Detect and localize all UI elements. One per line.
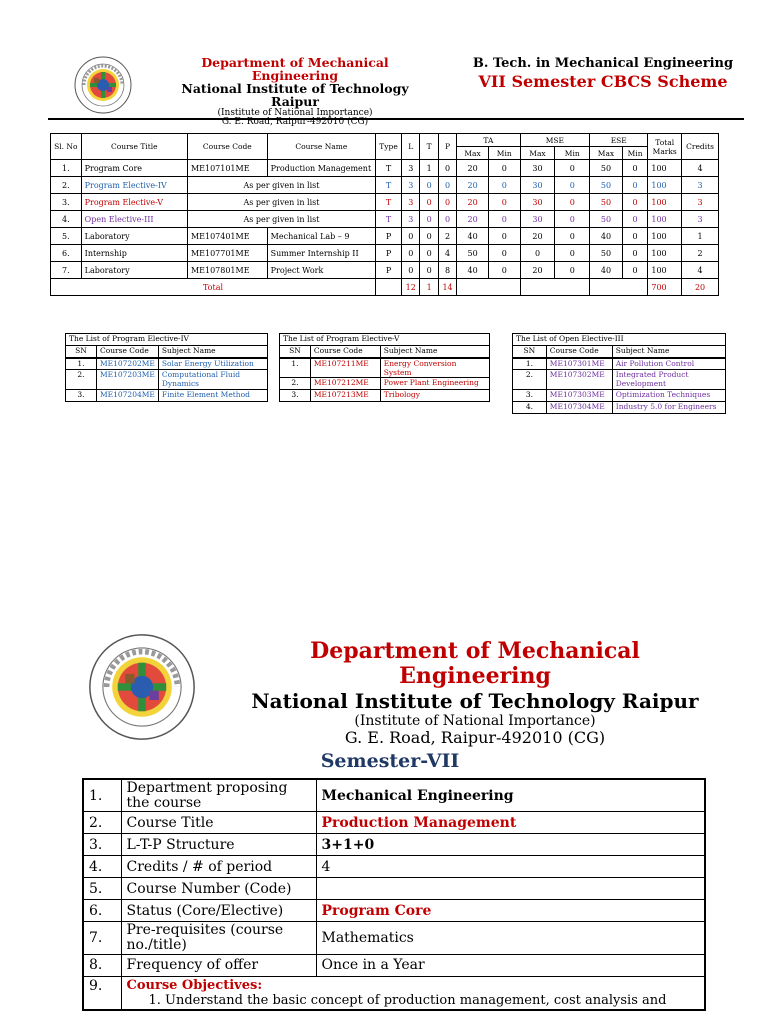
page2-header-institute: [240, 639, 710, 747]
course-detail-table: [82, 778, 706, 1011]
cell-code: ME107801ME: [187, 262, 267, 279]
cell-mse-max: 30: [520, 194, 555, 211]
oe3-code: ME107301ME: [546, 358, 612, 370]
table-row: [83, 856, 705, 878]
row-value: Once in a Year: [316, 954, 705, 976]
course-objectives-label: Course Objectives:: [126, 977, 263, 993]
cell-total: 100: [648, 194, 682, 211]
col-t: T: [420, 134, 438, 160]
list-item: [66, 389, 268, 401]
row-label: Course Title: [121, 812, 316, 834]
scheme-page: [0, 0, 768, 440]
cell-t: 0: [420, 211, 438, 228]
row-value: [316, 878, 705, 900]
pe4-h-code: Course Code: [96, 346, 158, 358]
pe4-name: Finite Element Method: [158, 389, 267, 401]
pe5-h-name: Subject Name: [380, 346, 489, 358]
pe5-sn: 1.: [280, 358, 311, 378]
dept-name: Department of Mechanical Engineering: [201, 55, 389, 84]
oe3-h-code: Course Code: [546, 346, 612, 358]
cell-t: 0: [420, 194, 438, 211]
table-row: [51, 228, 719, 245]
pe4-h-sn: SN: [66, 346, 97, 358]
list-item: [513, 370, 726, 390]
table-row: [51, 245, 719, 262]
cell-sl: 1.: [51, 160, 82, 177]
pe4-h-name: Subject Name: [158, 346, 267, 358]
list-item: [66, 370, 268, 390]
cell-credits: 3: [682, 177, 719, 194]
table-row: [83, 900, 705, 922]
row-label: Frequency of offer: [121, 954, 316, 976]
pe5-sn: 3.: [280, 390, 311, 402]
cell-credits: 3: [682, 211, 719, 228]
cell-ese-min: 0: [622, 262, 648, 279]
cell-ese-max: 40: [590, 228, 623, 245]
cell-p: 8: [438, 262, 456, 279]
total-mse-blank: [520, 279, 590, 296]
cell-total: 100: [648, 211, 682, 228]
col-ese-max: Max: [590, 147, 623, 160]
cell-ta-max: 40: [457, 262, 489, 279]
header-divider: [48, 118, 744, 120]
cell-ta-max: 40: [457, 228, 489, 245]
list-item: [513, 358, 726, 370]
row-num: 2.: [83, 812, 121, 834]
cell-title: Laboratory: [81, 262, 187, 279]
col-ta: TA: [457, 134, 520, 147]
col-course-code: Course Code: [187, 134, 267, 160]
semester-scheme-title: VII Semester CBCS Scheme: [478, 71, 728, 91]
program-elective-iv-list: [65, 333, 268, 402]
list-item: [66, 358, 268, 370]
nit-raipur-logo: [74, 56, 132, 114]
cell-t: 0: [420, 262, 438, 279]
row-value: Production Management: [316, 812, 705, 834]
cell-title: Laboratory: [81, 228, 187, 245]
cell-type: T: [376, 194, 402, 211]
cell-ese-min: 0: [622, 194, 648, 211]
logo-emblem-icon: [74, 56, 132, 114]
pe4-code: ME107203ME: [96, 370, 158, 390]
cell-p: 2: [438, 228, 456, 245]
row-num: 1.: [83, 779, 121, 812]
cell-mse-max: 30: [520, 211, 555, 228]
cell-total: 100: [648, 177, 682, 194]
cell-type: T: [376, 211, 402, 228]
cell-t: 0: [420, 228, 438, 245]
col-type: Type: [376, 134, 402, 160]
total-ta-blank: [457, 279, 520, 296]
dept-name: Department of Mechanical Engineering: [310, 638, 640, 690]
cell-sl: 3.: [51, 194, 82, 211]
pe4-code: ME107202ME: [96, 358, 158, 370]
col-ta-min: Min: [488, 147, 520, 160]
pe4-name: Solar Energy Utilization: [158, 358, 267, 370]
row-label: Department proposing the course: [121, 779, 316, 812]
row-label: Pre-requisites (course no./title): [121, 922, 316, 954]
oe3-code: ME107304ME: [546, 401, 612, 413]
cell-ese-max: 50: [590, 194, 623, 211]
cell-name: Mechanical Lab – 9: [267, 228, 375, 245]
cell-ta-min: 0: [488, 228, 520, 245]
cell-type: P: [376, 228, 402, 245]
cell-mse-min: 0: [555, 211, 590, 228]
cell-ta-min: 0: [488, 177, 520, 194]
program-name: B. Tech. in Mechanical Engineering: [472, 56, 734, 71]
col-mse-min: Min: [555, 147, 590, 160]
cell-total: 100: [648, 262, 682, 279]
institute-name: National Institute of Technology Raipur: [181, 81, 409, 110]
cell-t: 0: [420, 245, 438, 262]
cell-ta-max: 20: [457, 211, 489, 228]
oe3-sn: 3.: [513, 389, 547, 401]
cell-mse-max: 20: [520, 228, 555, 245]
cell-ese-max: 50: [590, 245, 623, 262]
cell-ta-min: 0: [488, 262, 520, 279]
cell-span: As per given in list: [187, 211, 375, 228]
pe5-sn: 2.: [280, 378, 311, 390]
cell-ta-min: 0: [488, 245, 520, 262]
cell-l: 3: [402, 177, 420, 194]
total-marks: 700: [648, 279, 682, 296]
cell-sl: 2.: [51, 177, 82, 194]
col-p: P: [438, 134, 456, 160]
pe5-name: Tribology: [380, 390, 489, 402]
cell-title: Open Elective-III: [81, 211, 187, 228]
cell-type: P: [376, 245, 402, 262]
cell-ese-min: 0: [622, 177, 648, 194]
table-row: [83, 812, 705, 834]
row-num: 4.: [83, 856, 121, 878]
total-label: Total: [51, 279, 376, 296]
cell-title: Program Core: [81, 160, 187, 177]
oe3-sn: 4.: [513, 401, 547, 413]
cell-mse-min: 0: [555, 160, 590, 177]
cell-mse-max: 0: [520, 245, 555, 262]
cell-type: T: [376, 160, 402, 177]
cell-sl: 5.: [51, 228, 82, 245]
cell-sl: 6.: [51, 245, 82, 262]
pe5-code: ME107211ME: [310, 358, 380, 378]
col-l: L: [402, 134, 420, 160]
cell-mse-max: 30: [520, 177, 555, 194]
cell-ta-min: 0: [488, 211, 520, 228]
cell-span: As per given in list: [187, 177, 375, 194]
oe3-name: Integrated Product Development: [612, 370, 725, 390]
cell-sl: 7.: [51, 262, 82, 279]
scheme-table: [50, 133, 719, 296]
cell-code: ME107401ME: [187, 228, 267, 245]
cell-ese-min: 0: [622, 245, 648, 262]
col-total-marks: Total Marks: [648, 134, 682, 160]
row-value: Program Core: [316, 900, 705, 922]
list-item: [280, 378, 490, 390]
cell-mse-min: 0: [555, 228, 590, 245]
oe3-h-sn: SN: [513, 346, 547, 358]
cell-mse-max: 30: [520, 160, 555, 177]
page1-header-institute: [170, 56, 420, 127]
table-row: [51, 160, 719, 177]
col-credits: Credits: [682, 134, 719, 160]
cell-ta-max: 20: [457, 177, 489, 194]
course-detail-page: [0, 615, 768, 1024]
row-num: 7.: [83, 922, 121, 954]
cell-p: 0: [438, 177, 456, 194]
row-label: Course Number (Code): [121, 878, 316, 900]
cell-name: Production Management: [267, 160, 375, 177]
cell-mse-min: 0: [555, 194, 590, 211]
pe5-title: The List of Program Elective-V: [280, 334, 490, 346]
cell-credits: 4: [682, 160, 719, 177]
total-l: 12: [402, 279, 420, 296]
cell-l: 0: [402, 262, 420, 279]
nit-raipur-logo: [88, 633, 196, 741]
oe3-sn: 1.: [513, 358, 547, 370]
row-num: 3.: [83, 834, 121, 856]
institute-address: G. E. Road, Raipur-492010 (CG): [344, 727, 606, 747]
cell-p: 0: [438, 211, 456, 228]
cell-title: Program Elective-IV: [81, 177, 187, 194]
oe3-name: Industry 5.0 for Engineers: [612, 401, 725, 413]
table-row: [83, 976, 705, 1010]
row-num: 5.: [83, 878, 121, 900]
col-mse: MSE: [520, 134, 590, 147]
total-credits: 20: [682, 279, 719, 296]
total-ese-blank: [590, 279, 648, 296]
list-item: [280, 358, 490, 378]
cell-credits: 3: [682, 194, 719, 211]
institute-importance: (Institute of National Importance): [354, 712, 596, 729]
pe4-sn: 2.: [66, 370, 97, 390]
pe4-code: ME107204ME: [96, 389, 158, 401]
cell-ta-max: 50: [457, 245, 489, 262]
total-type-blank: [376, 279, 402, 296]
page1-header-program: [468, 56, 738, 91]
table-total-row: [51, 279, 719, 296]
cell-ese-min: 0: [622, 228, 648, 245]
semester-title: Semester-VII: [320, 750, 460, 772]
col-ese: ESE: [590, 134, 648, 147]
list-item: [280, 390, 490, 402]
cell-credits: 4: [682, 262, 719, 279]
row-value: Mathematics: [316, 922, 705, 954]
cell-p: 0: [438, 160, 456, 177]
cell-l: 3: [402, 194, 420, 211]
col-mse-max: Max: [520, 147, 555, 160]
cell-title: Program Elective-V: [81, 194, 187, 211]
table-row: [51, 194, 719, 211]
oe3-code: ME107303ME: [546, 389, 612, 401]
cell-p: 4: [438, 245, 456, 262]
cell-name: Summer Internship II: [267, 245, 375, 262]
pe5-h-sn: SN: [280, 346, 311, 358]
cell-ese-min: 0: [622, 160, 648, 177]
cell-mse-min: 0: [555, 262, 590, 279]
col-ta-max: Max: [457, 147, 489, 160]
program-elective-v-list: [279, 333, 490, 402]
pe4-sn: 1.: [66, 358, 97, 370]
oe3-code: ME107302ME: [546, 370, 612, 390]
oe3-sn: 2.: [513, 370, 547, 390]
pe5-name: Power Plant Engineering: [380, 378, 489, 390]
table-row: [83, 834, 705, 856]
row-value: Mechanical Engineering: [316, 779, 705, 812]
cell-l: 3: [402, 160, 420, 177]
row-value: 4: [316, 856, 705, 878]
institute-importance: (Institute of National Importance): [217, 107, 373, 118]
open-elective-iii-list: [512, 333, 726, 414]
cell-total: 100: [648, 160, 682, 177]
cell-total: 100: [648, 228, 682, 245]
row-label: Status (Core/Elective): [121, 900, 316, 922]
oe3-h-name: Subject Name: [612, 346, 725, 358]
table-row: [51, 211, 719, 228]
cell-code: ME107701ME: [187, 245, 267, 262]
pe5-code: ME107212ME: [310, 378, 380, 390]
list-item: [513, 389, 726, 401]
cell-credits: 1: [682, 228, 719, 245]
pe5-h-code: Course Code: [310, 346, 380, 358]
logo-emblem-icon: [88, 633, 196, 741]
cell-name: Project Work: [267, 262, 375, 279]
oe3-name: Air Pollution Control: [612, 358, 725, 370]
row-num: 8.: [83, 954, 121, 976]
course-objective-item: 1. Understand the basic concept of production management, cost analysis and: [148, 992, 667, 1008]
col-slno: Sl. No: [51, 134, 82, 160]
cell-ese-max: 50: [590, 177, 623, 194]
cell-mse-max: 20: [520, 262, 555, 279]
row-label: Credits / # of period: [121, 856, 316, 878]
cell-span: As per given in list: [187, 194, 375, 211]
pe5-name: Energy Conversion System: [380, 358, 489, 378]
pe4-name: Computational Fluid Dynamics: [158, 370, 267, 390]
oe3-name: Optimization Techniques: [612, 389, 725, 401]
table-header-row: [51, 134, 719, 147]
pe5-code: ME107213ME: [310, 390, 380, 402]
cell-credits: 2: [682, 245, 719, 262]
table-row: [83, 779, 705, 812]
total-t: 1: [420, 279, 438, 296]
row-value: 3+1+0: [316, 834, 705, 856]
institute-name: National Institute of Technology Raipur: [251, 688, 699, 713]
table-row: [83, 954, 705, 976]
cell-t: 1: [420, 160, 438, 177]
list-item: [513, 401, 726, 413]
cell-type: P: [376, 262, 402, 279]
cell-sl: 4.: [51, 211, 82, 228]
cell-l: 0: [402, 228, 420, 245]
cell-total: 100: [648, 245, 682, 262]
cell-l: 0: [402, 245, 420, 262]
total-p: 14: [438, 279, 456, 296]
cell-title: Internship: [81, 245, 187, 262]
cell-t: 0: [420, 177, 438, 194]
cell-ese-max: 50: [590, 211, 623, 228]
cell-ta-max: 20: [457, 160, 489, 177]
col-ese-min: Min: [622, 147, 648, 160]
cell-ta-min: 0: [488, 194, 520, 211]
pe4-title: The List of Program Elective-IV: [66, 334, 268, 346]
cell-ta-max: 20: [457, 194, 489, 211]
table-row: [51, 177, 719, 194]
table-row: [83, 922, 705, 954]
cell-code: ME107101ME: [187, 160, 267, 177]
institute-address: G. E. Road, Raipur-492010 (CG): [221, 116, 369, 127]
cell-p: 0: [438, 194, 456, 211]
col-course-name: Course Name: [267, 134, 375, 160]
cell-ese-max: 40: [590, 262, 623, 279]
cell-ese-max: 50: [590, 160, 623, 177]
cell-ese-min: 0: [622, 211, 648, 228]
cell-l: 3: [402, 211, 420, 228]
table-row: [51, 262, 719, 279]
table-row: [83, 878, 705, 900]
row-label: L-T-P Structure: [121, 834, 316, 856]
pe4-sn: 3.: [66, 389, 97, 401]
cell-type: T: [376, 177, 402, 194]
row-num: 6.: [83, 900, 121, 922]
oe3-title: The List of Open Elective-III: [513, 334, 726, 346]
row-num: 9.: [83, 976, 121, 1010]
col-course-title: Course Title: [81, 134, 187, 160]
cell-ta-min: 0: [488, 160, 520, 177]
cell-mse-min: 0: [555, 245, 590, 262]
cell-mse-min: 0: [555, 177, 590, 194]
